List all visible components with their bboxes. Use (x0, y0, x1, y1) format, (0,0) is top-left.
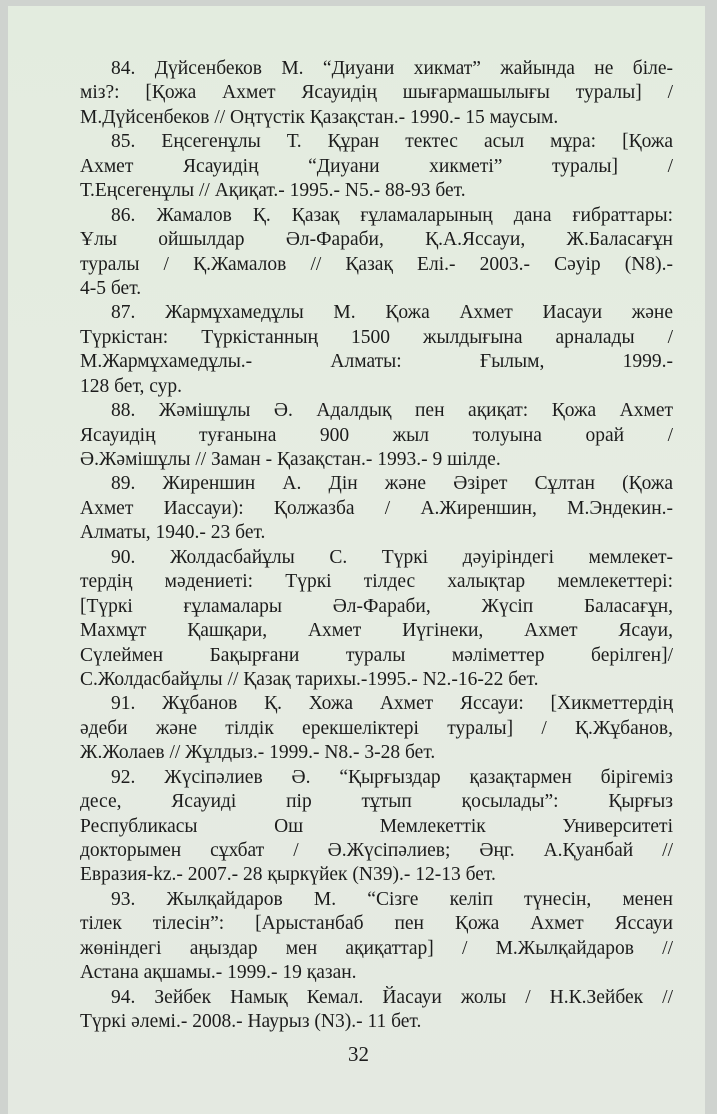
bibliography-entry (80, 130, 673, 203)
entry-line: 89. Жиреншин А. Дін және Әзірет Сұлтан (Қожа (111, 473, 673, 495)
bibliography-entry (80, 986, 673, 1035)
entry-line: Ұлы ойшылдар Әл-Фараби, Қ.А.Яссауи, Ж.Баласағұн (80, 229, 673, 251)
entry-line: Ахмет Иассауи): Қолжазба / А.Жиреншин, М.Эндекин.- (80, 497, 673, 519)
entry-line: Махмұт Қашқари, Ахмет Иүгінеки, Ахмет Ясауи, (80, 620, 673, 642)
entry-line: Түркі әлемі.- 2008.- Наурыз (N3).- 11 бет. (80, 1011, 422, 1033)
entry-line: 92. Жүсіпәлиев Ә. “Қырғыздар қазақтармен бірігеміз (111, 766, 673, 788)
bibliography-entry (80, 399, 673, 472)
entry-line: 94. Зейбек Намық Кемал. Йасауи жолы / Н.К.Зейбек // (111, 986, 673, 1008)
entry-line: Ахмет Ясауидің “Диуани хикметі” туралы] / (80, 155, 673, 177)
entry-line: 86. Жамалов Қ. Қазақ ғұламаларының дана ғибраттары: (111, 204, 673, 226)
entry-line: Республикасы Ош Мемлекеттік Университеті (80, 815, 673, 837)
entry-line: докторымен сұхбат / Ә.Жүсіпәлиев; Әңг. А.Қуанбай // (80, 840, 673, 861)
bibliography-entry (80, 692, 673, 765)
entry-line: 87. Жармұхамедұлы М. Қожа Ахмет Иасауи және (111, 302, 673, 324)
entry-line: Т.Еңсегенұлы // Ақиқат.- 1995.- N5.- 88-93 бет. (80, 180, 466, 202)
entry-line: туралы / Қ.Жамалов // Қазақ Елі.- 2003.- Сәуір (N8).- (80, 253, 673, 275)
bibliography-entry (80, 301, 673, 399)
entry-line: жөніндегі аңыздар мен ақиқаттар] / М.Жылқайдаров // (80, 937, 673, 959)
entry-line: Түркістан: Түркістанның 1500 жылдығына арналады / (80, 326, 673, 348)
entry-line: Ясауидің туғанына 900 жыл толуына орай / (80, 424, 673, 446)
bibliography-entry (80, 204, 673, 302)
entry-line: 84. Дүйсенбеков М. “Диуани хикмат” жайында не біле- (111, 58, 673, 79)
entry-line: десе, Ясауиді пір тұтып қосылады”: Қырғыз (80, 791, 673, 813)
entry-line: 85. Еңсегенұлы Т. Құран тектес асыл мұра: [Қожа (111, 131, 673, 153)
bibliography-entry (80, 766, 673, 888)
entry-line: тердің мәдениеті: Түркі тілдес халықтар мемлекеттері: (80, 571, 673, 593)
entry-line: Евразия-kz.- 2007.- 28 қыркүйек (N39).- 12-13 бет. (80, 864, 496, 886)
entry-line: әдеби және тілдік ерекшеліктері туралы] / Қ.Жұбанов, (80, 717, 673, 739)
entry-line: Сүлеймен Бақырғани туралы мәліметтер берілген]/ (80, 644, 673, 666)
entry-line: 91. Жұбанов Қ. Хожа Ахмет Яссауи: [Хикметтердің (111, 693, 673, 715)
entry-line: М.Дүйсенбеков // Оңтүстік Қазақстан.- 1990.- 15 маусым. (80, 106, 559, 128)
entry-line: Алматы, 1940.- 23 бет. (80, 522, 266, 544)
entry-line: Ж.Жолаев // Жұлдыз.- 1999.- N8.- 3-28 бет. (80, 742, 436, 764)
bibliography-entry (80, 546, 673, 693)
entry-line: М.Жармұхамедұлы.- Алматы: Ғылым, 1999.- (80, 351, 673, 373)
entry-line: 90. Жолдасбайұлы С. Түркі дәуіріндегі мемлекет- (111, 546, 673, 568)
bibliography-entry (80, 57, 673, 130)
entry-line: 93. Жылқайдаров М. “Сізге келіп түнесін, менен (111, 888, 673, 910)
entry-line: міз?: [Қожа Ахмет Ясауидің шығармашылығы туралы] / (80, 82, 673, 104)
entry-line: 128 бет, сур. (80, 375, 183, 397)
bibliography-entry (80, 888, 673, 986)
page-number: 32 (348, 1042, 369, 1066)
entry-line: 4-5 бет. (80, 277, 142, 299)
entry-line: 88. Жәмішұлы Ә. Адалдық пен ақиқат: Қожа Ахмет (111, 400, 673, 422)
bibliography-list (80, 57, 673, 1035)
entry-line: тілек тілесін”: [Арыстанбаб пен Қожа Ахмет Яссауи (80, 913, 673, 935)
entry-line: [Түркі ғұламалары Әл-Фараби, Жүсіп Баласағұн, (80, 595, 673, 617)
bibliography-entry (80, 472, 673, 545)
entry-line: Астана ақшамы.- 1999.- 19 қазан. (80, 962, 357, 984)
entry-line: Ә.Жәмішұлы // Заман - Қазақстан.- 1993.- 9 шілде. (80, 449, 501, 470)
entry-line: С.Жолдасбайұлы // Қазақ тарихы.-1995.- N2.-16-22 бет. (80, 668, 539, 690)
